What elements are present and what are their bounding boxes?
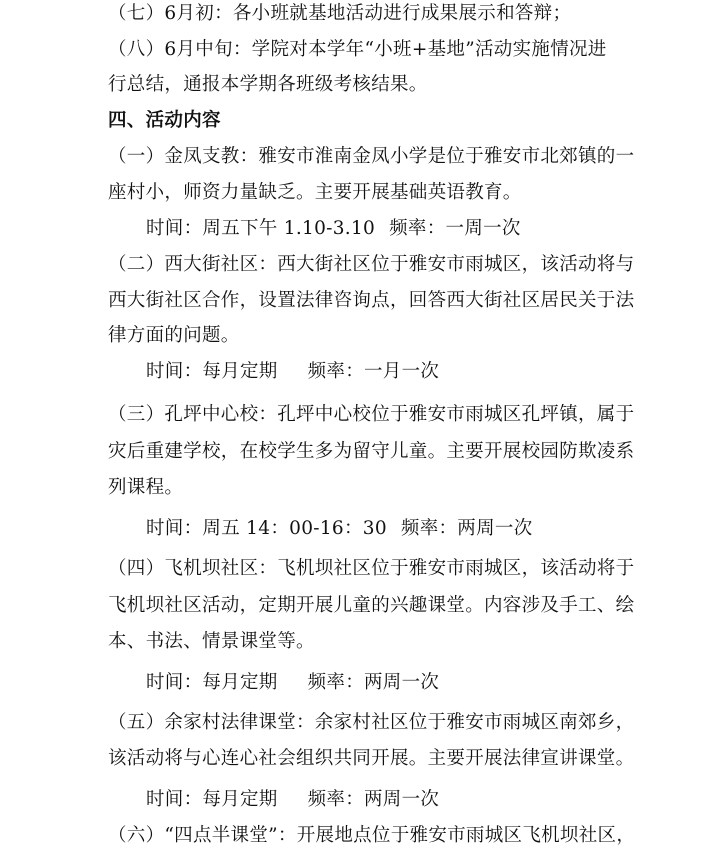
- activity-4-line-2: 飞机坝社区活动，定期开展儿童的兴趣课堂。内容涉及手工、绘: [108, 595, 635, 616]
- activity-4-line-1: （四）飞机坝社区：飞机坝社区位于雅安市雨城区，该活动将于: [108, 558, 635, 579]
- schedule-item-7: （七）6月初：各小班就基地活动进行成果展示和答辩；: [108, 3, 572, 24]
- schedule-item-8-line-1: （八）6月中旬：学院对本学年“小班+基地”活动实施情况进: [108, 39, 607, 60]
- activity-4-time: 时间：每月定期: [146, 672, 278, 693]
- activity-3-time: 时间：周五 14：00-16：30: [146, 518, 387, 539]
- activity-4-frequency: 频率：两周一次: [307, 672, 440, 693]
- activity-5-frequency: 频率：两周一次: [307, 789, 440, 810]
- activity-2-time: 时间：每月定期: [146, 361, 278, 382]
- activity-5-line-2: 该活动将与心连心社会组织共同开展。主要开展法律宣讲课堂。: [108, 748, 635, 769]
- activity-4-line-3: 本、书法、情景课堂等。: [108, 631, 315, 652]
- activity-2-line-2: 西大街社区合作，设置法律咨询点，回答西大街社区居民关于法: [108, 290, 635, 311]
- schedule-item-8-line-2: 行总结，通报本学期各班级考核结果。: [108, 74, 428, 95]
- section-title: 四、活动内容: [108, 110, 221, 131]
- activity-2-frequency: 频率：一月一次: [307, 361, 440, 382]
- activity-5-line-1: （五）余家村法律课堂：余家村社区位于雅安市雨城区南郊乡，: [108, 712, 635, 733]
- activity-3-line-2: 灾后重建学校，在校学生多为留守儿童。主要开展校园防欺凌系: [108, 441, 635, 462]
- activity-3-line-3: 列课程。: [108, 477, 184, 498]
- activity-3-frequency: 频率：两周一次: [400, 518, 533, 539]
- activity-5-time: 时间：每月定期: [146, 789, 278, 810]
- activity-2-line-3: 律方面的问题。: [108, 325, 240, 346]
- activity-1-time: 时间：周五下午 1.10-3.10: [146, 218, 376, 239]
- activity-3-time-line: [146, 517, 533, 541]
- activity-2-line-1: （二）西大街社区：西大街社区位于雅安市雨城区，该活动将与: [108, 254, 635, 275]
- activity-2-time-line: [146, 360, 439, 384]
- activity-1-line-2: 座村小，师资力量缺乏。主要开展基础英语教育。: [108, 182, 522, 203]
- activity-3-line-1: （三）孔坪中心校：孔坪中心校位于雅安市雨城区孔坪镇，属于: [108, 404, 635, 425]
- activity-6-line-1: （六）“四点半课堂”：开展地点位于雅安市雨城区飞机坝社区，: [108, 825, 636, 846]
- activity-1-line-1: （一）金凤支教：雅安市淮南金凤小学是位于雅安市北郊镇的一: [108, 146, 635, 167]
- activity-4-time-line: [146, 671, 439, 695]
- activity-5-time-line: [146, 788, 439, 812]
- activity-1-frequency: 频率：一周一次: [389, 218, 521, 239]
- activity-1-time-line: [146, 217, 521, 241]
